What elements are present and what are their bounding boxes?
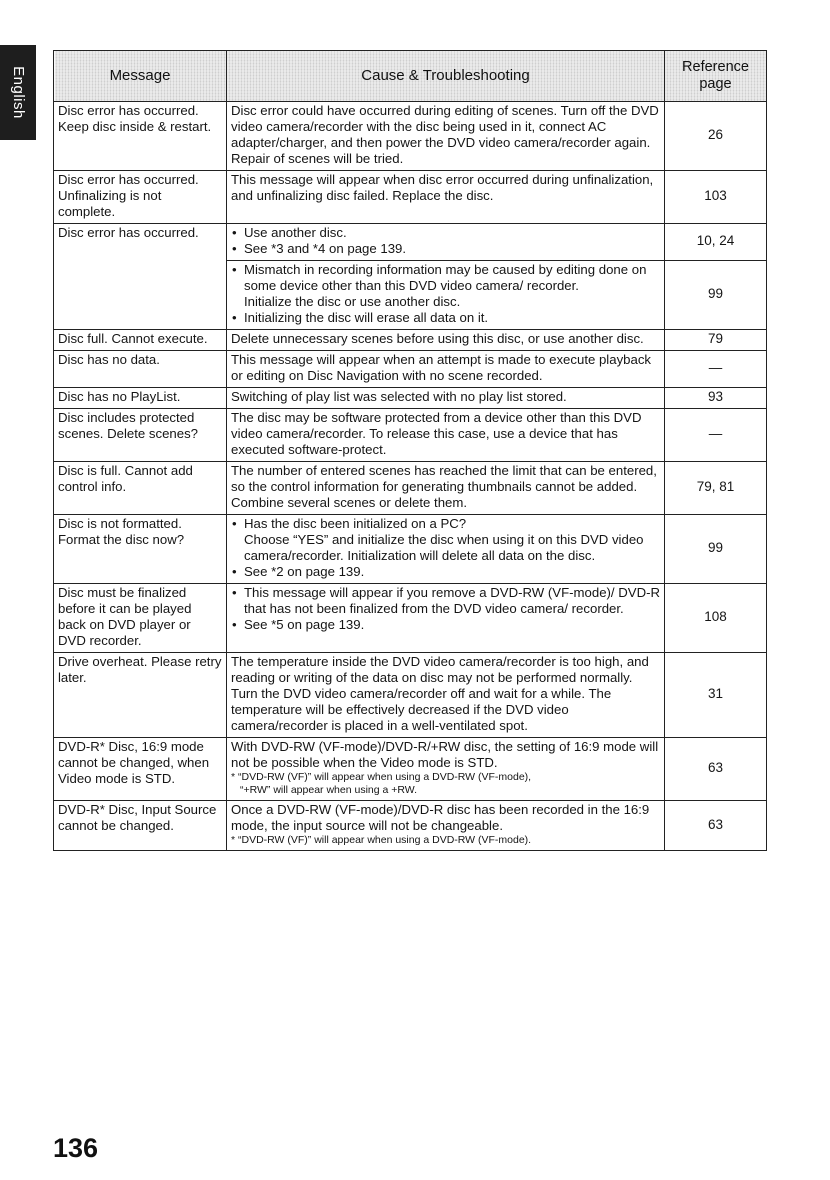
bullet-text: Mismatch in recording information may be caused by editing done on some device other than this DVD video camera/ recorder. <box>244 262 647 293</box>
header-reference-line1: Reference <box>682 59 749 75</box>
cause-text: The number of entered scenes has reached the limit that can be entered, so the control information for generating thumbnails cannot be added. <box>231 463 657 494</box>
cause-cell <box>227 738 665 801</box>
bullet-item <box>231 262 660 310</box>
cause-text: The temperature inside the DVD video camera/recorder is too high, and reading or writing of the data on disc may not be performed normally. <box>231 654 649 685</box>
cause-cell <box>227 261 665 330</box>
troubleshooting-table <box>53 50 767 851</box>
cause-cell: This message will appear when disc error occurred during unfinalization, and unfinalizing disc failed. Replace the disc. <box>227 171 665 224</box>
table-row <box>54 462 767 515</box>
cause-cell <box>227 462 665 515</box>
table-row <box>54 515 767 584</box>
table-row <box>54 738 767 801</box>
bullet-continuation: Initialize the disc or use another disc. <box>244 294 461 309</box>
table-header-row <box>54 51 767 102</box>
table-row <box>54 653 767 738</box>
message-cell: DVD-R* Disc, Input Source cannot be changed. <box>54 801 227 851</box>
bullet-item <box>231 516 660 564</box>
cause-cell: The disc may be software protected from a device other than this DVD video camera/recorder. To release this case, use a device that has executed software-protect. <box>227 409 665 462</box>
bullet-item: • See *3 and *4 on page 139. <box>231 241 660 257</box>
message-cell: Drive overheat. Please retry later. <box>54 653 227 738</box>
table-row <box>54 351 767 388</box>
message-cell: Disc full. Cannot execute. <box>54 330 227 351</box>
table-row <box>54 388 767 409</box>
message-cell: Disc has no PlayList. <box>54 388 227 409</box>
cause-cell: Disc error could have occurred during editing of scenes. Turn off the DVD video camera/recorder with the disc being used in it, connect AC adapter/charger, and then power the DVD video camera/recorder again. Repair of scenes will be tried. <box>227 102 665 171</box>
bullet-list <box>231 262 660 326</box>
page-cell: — <box>665 409 767 462</box>
cause-cell <box>227 653 665 738</box>
message-cell: DVD-R* Disc, 16:9 mode cannot be changed, when Video mode is STD. <box>54 738 227 801</box>
bullet-continuation: Choose “YES” and initialize the disc when using it on this DVD video camera/recorder. Initialization will delete all data on the disc. <box>244 532 644 563</box>
message-cell: Disc must be finalized before it can be played back on DVD player or DVD recorder. <box>54 584 227 653</box>
page-cell: 10, 24 <box>665 224 767 261</box>
bullet-text: Has the disc been initialized on a PC? <box>244 516 467 531</box>
cause-text: Once a DVD-RW (VF-mode)/DVD-R disc has been recorded in the 16:9 mode, the input source will not be changeable. <box>231 802 650 833</box>
table-row <box>54 584 767 653</box>
bullet-list <box>231 225 660 257</box>
page-cell: 79, 81 <box>665 462 767 515</box>
page-cell: 108 <box>665 584 767 653</box>
page-number: 136 <box>53 1133 99 1163</box>
cause-text: Turn the DVD video camera/recorder off and wait for a while. The temperature will be effectively decreased if the DVD video camera/recorder is placed in a well-ventilated spot. <box>231 686 612 733</box>
table-row <box>54 409 767 462</box>
cause-cell <box>227 515 665 584</box>
header-message: Message <box>54 51 227 102</box>
header-reference-page <box>665 51 767 102</box>
cause-cell <box>227 584 665 653</box>
language-tab <box>0 45 36 140</box>
page-cell: 26 <box>665 102 767 171</box>
bullet-item: • This message will appear if you remove a DVD-RW (VF-mode)/ DVD-R that has not been finalized from the DVD video camera/ recorder. <box>231 585 660 617</box>
cause-cell <box>227 801 665 851</box>
cause-cell: Delete unnecessary scenes before using this disc, or use another disc. <box>227 330 665 351</box>
page-cell: 79 <box>665 330 767 351</box>
message-cell: Disc error has occurred. <box>54 224 227 330</box>
message-cell: Disc error has occurred. Keep disc inside & restart. <box>54 102 227 171</box>
message-cell: Disc error has occurred. Unfinalizing is not complete. <box>54 171 227 224</box>
message-cell: Disc has no data. <box>54 351 227 388</box>
footnote: * “DVD-RW (VF)” will appear when using a DVD-RW (VF-mode). <box>231 834 532 846</box>
cause-text: With DVD-RW (VF-mode)/DVD-R/+RW disc, the setting of 16:9 mode will not be possible when the Video mode is STD. <box>231 739 659 770</box>
cause-text: Combine several scenes or delete them. <box>231 495 468 510</box>
cause-cell <box>227 224 665 261</box>
page-cell: 99 <box>665 261 767 330</box>
bullet-list <box>231 585 660 633</box>
message-cell: Disc is full. Cannot add control info. <box>54 462 227 515</box>
cause-cell: Switching of play list was selected with no play list stored. <box>227 388 665 409</box>
page-cell: 63 <box>665 738 767 801</box>
table-row <box>54 224 767 261</box>
header-cause: Cause & Troubleshooting <box>227 51 665 102</box>
header-reference-line2: page <box>699 76 732 92</box>
bullet-item: • See *5 on page 139. <box>231 617 660 633</box>
page-cell: 63 <box>665 801 767 851</box>
page-cell: — <box>665 351 767 388</box>
bullet-item: • Use another disc. <box>231 225 660 241</box>
page-cell: 99 <box>665 515 767 584</box>
bullet-list <box>231 516 660 580</box>
bullet-item: • See *2 on page 139. <box>231 564 660 580</box>
page-cell: 93 <box>665 388 767 409</box>
page-cell: 103 <box>665 171 767 224</box>
table-row <box>54 102 767 171</box>
table-row <box>54 801 767 851</box>
page-cell: 31 <box>665 653 767 738</box>
table-row <box>54 171 767 224</box>
language-tab-label: English <box>9 66 27 119</box>
message-cell: Disc includes protected scenes. Delete scenes? <box>54 409 227 462</box>
message-cell: Disc is not formatted. Format the disc now? <box>54 515 227 584</box>
table-row <box>54 330 767 351</box>
footnote: * “DVD-RW (VF)” will appear when using a DVD-RW (VF-mode), <box>231 771 532 783</box>
cause-cell: This message will appear when an attempt is made to execute playback or editing on Disc Navigation with no scene recorded. <box>227 351 665 388</box>
footnote: “+RW” will appear when using a +RW. <box>240 784 418 796</box>
bullet-item: • Initializing the disc will erase all data on it. <box>231 310 660 326</box>
